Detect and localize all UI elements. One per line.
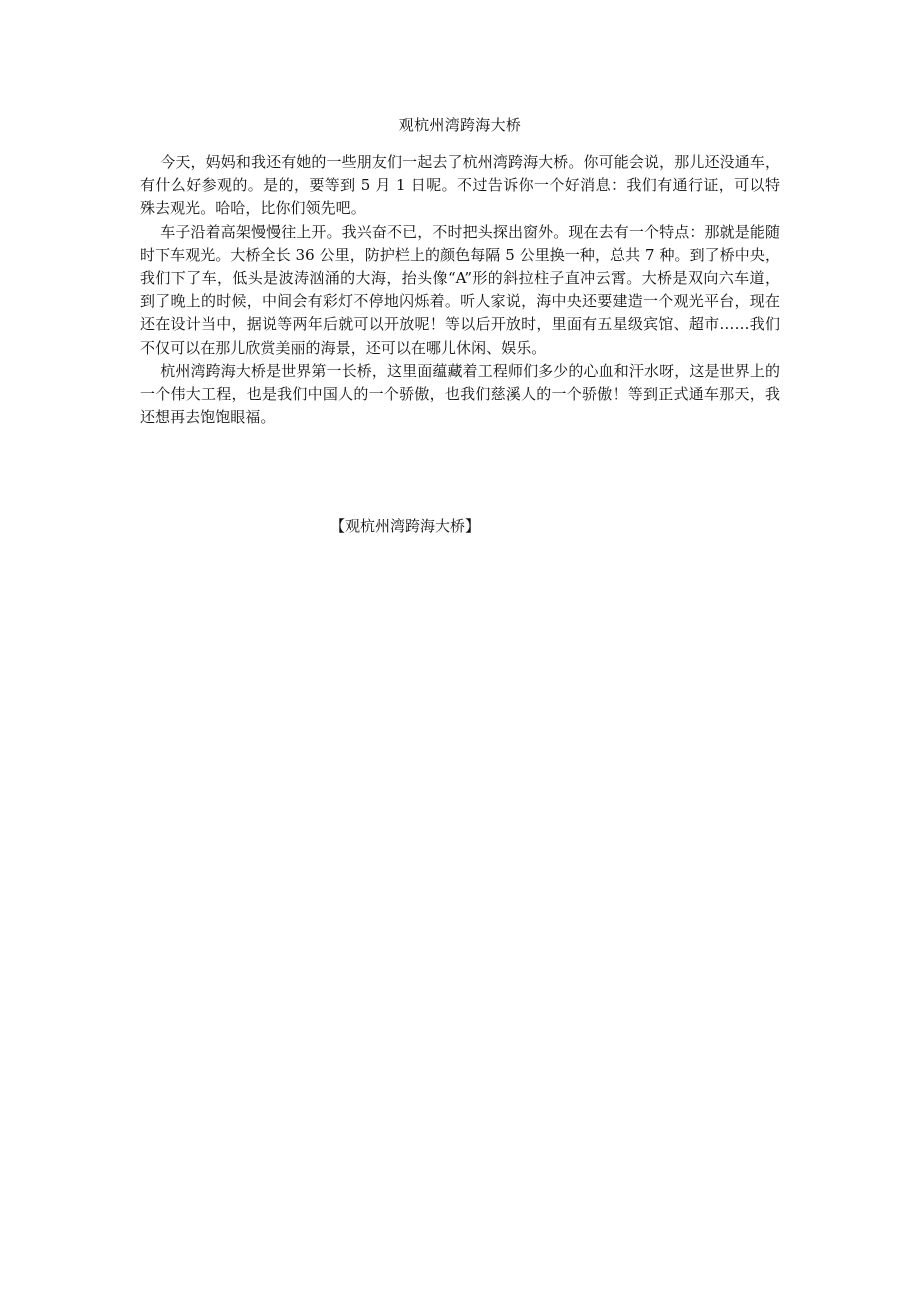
document-body	[140, 151, 780, 429]
document-title: 观杭州湾跨海大桥	[398, 116, 522, 134]
paragraph-bridge-visit: 车子沿着高架慢慢往上开。我兴奋不已，不时把头探出窗外。现在去有一个特点：那就是能随时下车观光。大桥全长 36 公里，防护栏上的颜色每隔 5 公里换一种，总共 7 种。到了桥中央，我们下了车，低头是波涛汹涌的大海，抬头像“A”形的斜拉柱子直冲云霄。大桥是双向六车道，到了晚上的时候，中间会有彩灯不停地闪烁着。听人家说，海中央还要建造一个观光平台，现在还在设计当中，据说等两年后就可以开放呢！等以后开放时，里面有五星级宾馆、超市……我们不仅可以在那儿欣赏美丽的海景，还可以在哪儿休闲、娱乐。	[140, 222, 780, 357]
footer-title: 【观杭州湾跨海大桥】	[330, 517, 481, 535]
paragraph-conclusion: 杭州湾跨海大桥是世界第一长桥，这里面蕴藏着工程师们多少的心血和汗水呀，这是世界上的一个伟大工程，也是我们中国人的一个骄傲，也我们慈溪人的一个骄傲！等到正式通车那天，我还想再去饱饱眼福。	[140, 361, 780, 427]
paragraph-intro: 今天，妈妈和我还有她的一些朋友们一起去了杭州湾跨海大桥。你可能会说，那儿还没通车，有什么好参观的。是的，要等到 5 月 1 日呢。不过告诉你一个好消息：我们有通行证，可以特殊去观光。哈哈，比你们领先吧。	[140, 153, 780, 218]
